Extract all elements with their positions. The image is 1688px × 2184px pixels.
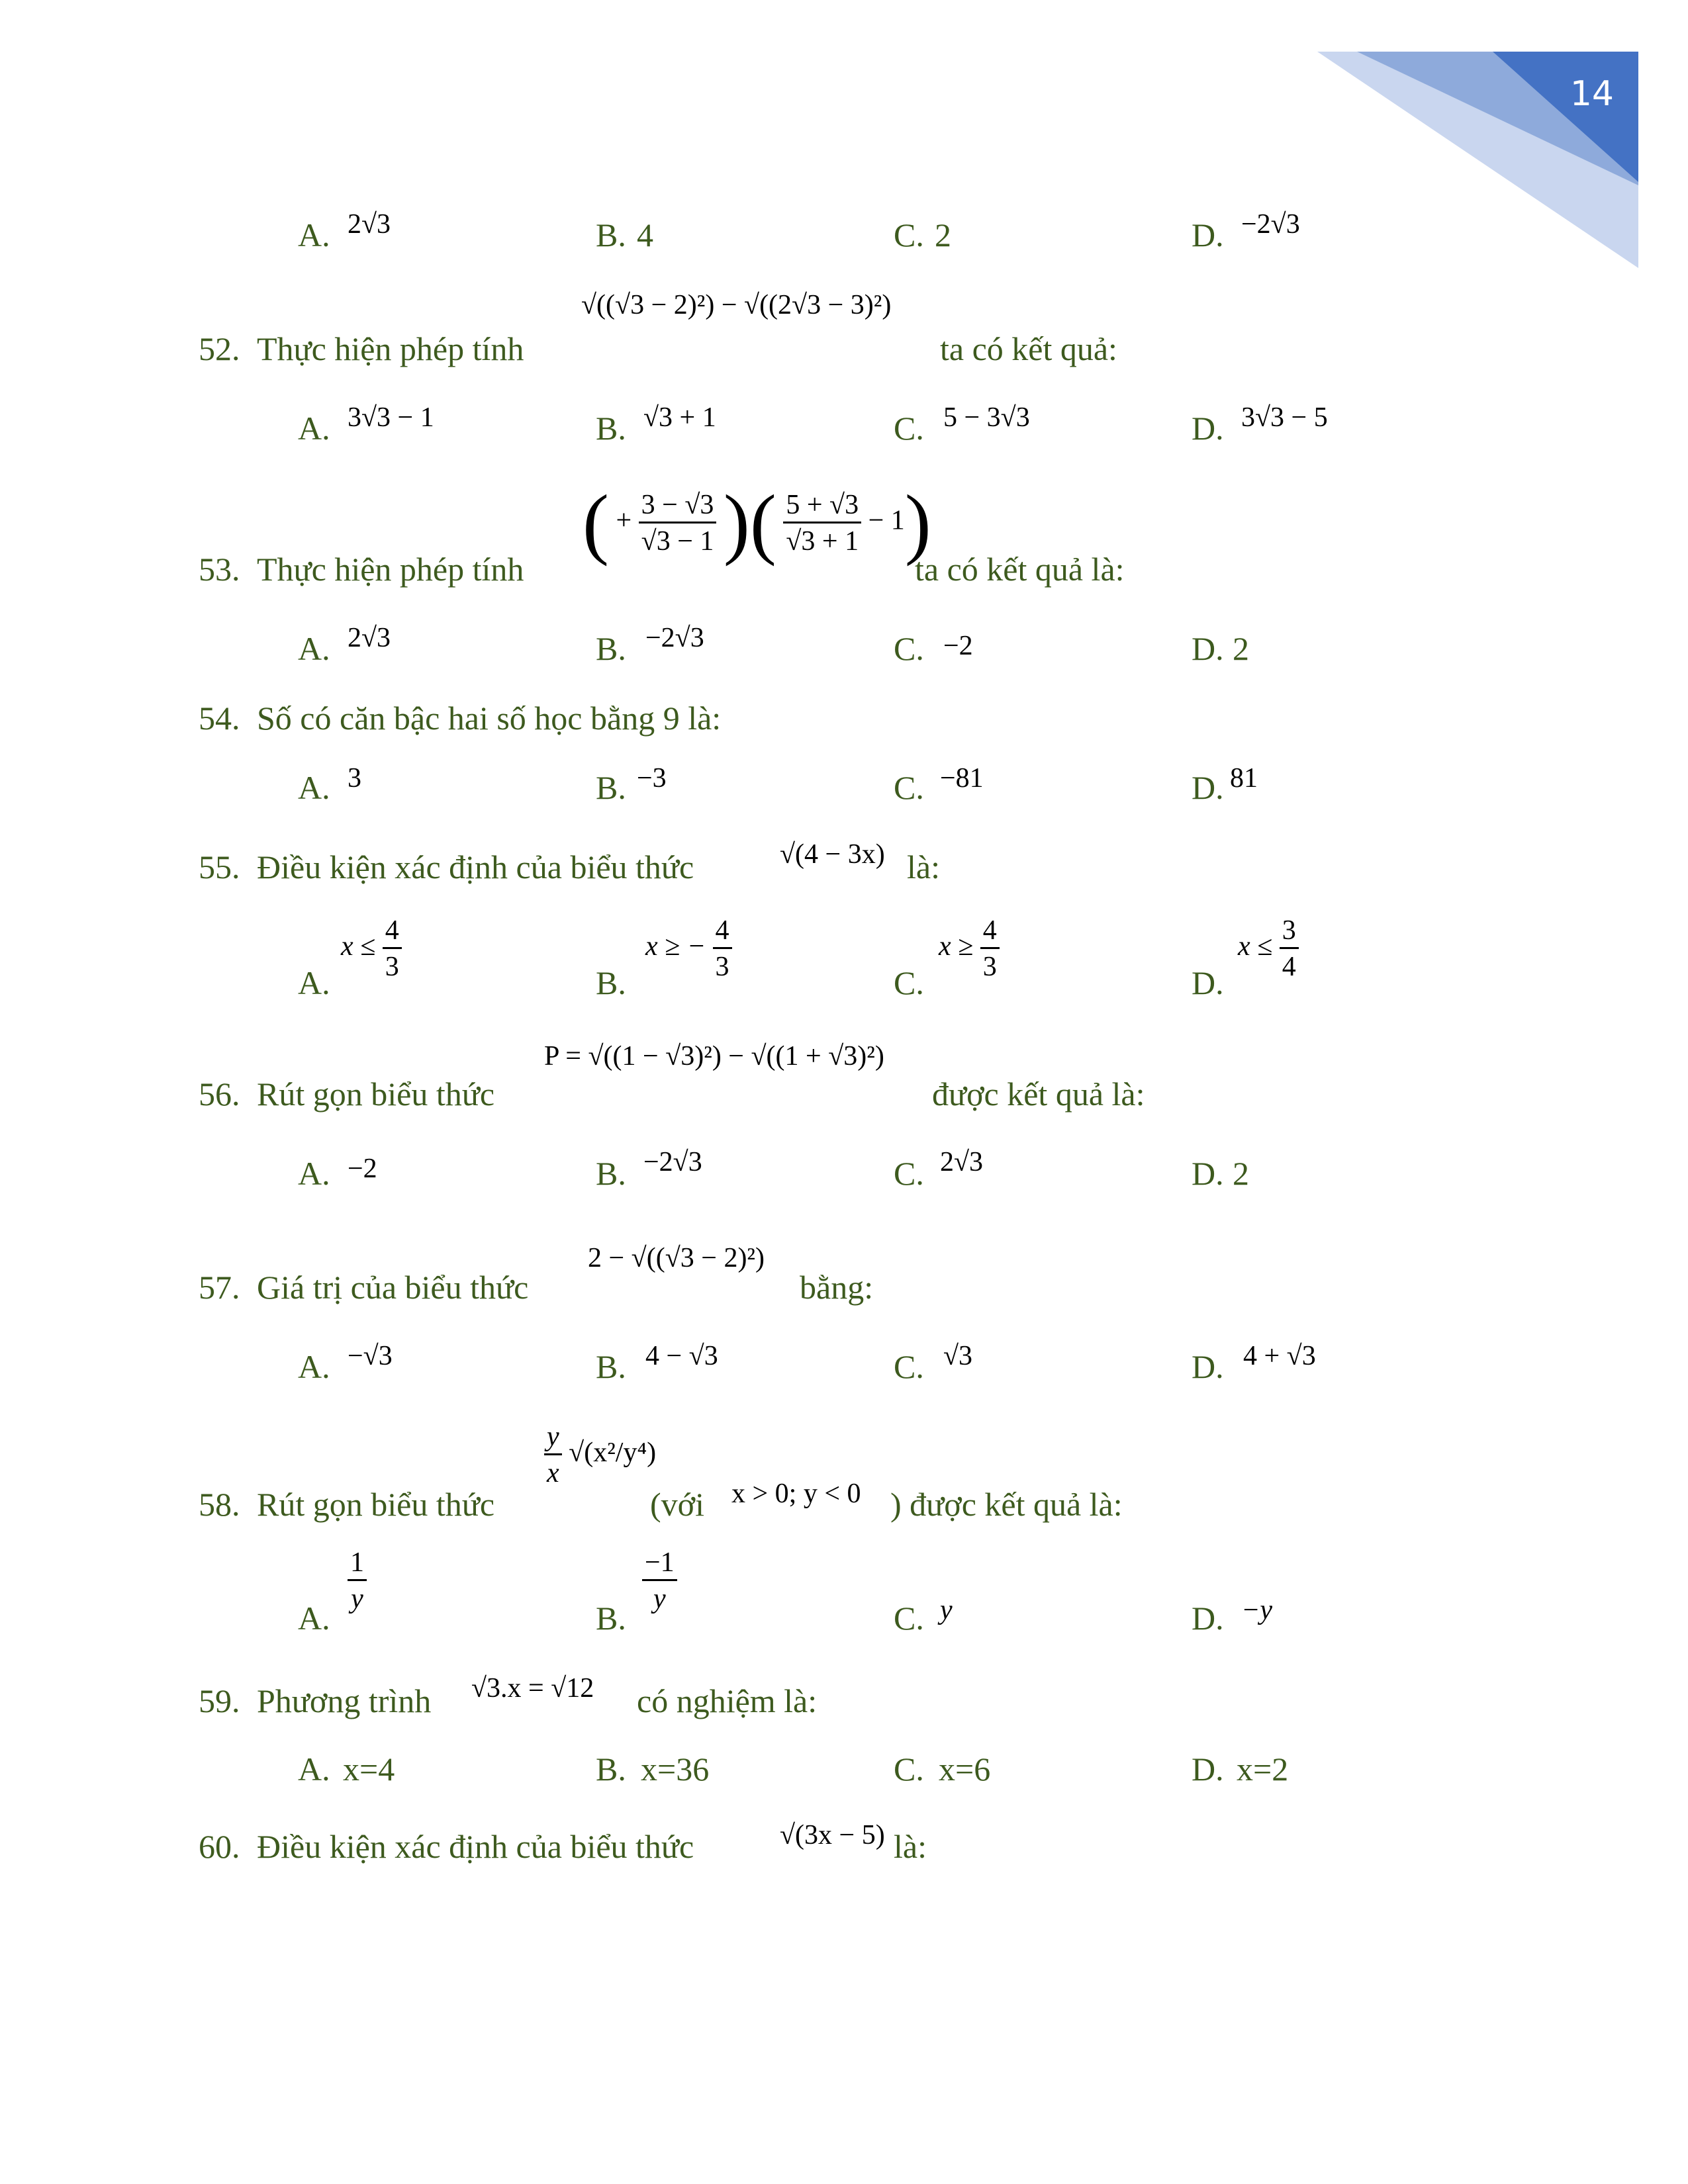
q52-option-a: 3√3 − 1 [348, 402, 434, 433]
q53-fraction-1: $\frac{3 - √3}{√3 - 1}$ [639, 491, 717, 555]
q54-option-d: 81 [1230, 763, 1258, 794]
q55-number: 55. [199, 848, 240, 886]
q58-fraction: $\frac{y}{x}$ [544, 1423, 562, 1487]
q52-option-d: 3√3 − 5 [1241, 402, 1328, 433]
q56-expression: P = √((1 − √3)²) − √((1 + √3)²) [544, 1041, 884, 1071]
q59-expression: √3.x = √12 [471, 1673, 594, 1704]
q53-number: 53. [199, 551, 240, 588]
q55-tail: là: [907, 848, 940, 886]
q57-option-d: 4 + √3 [1243, 1341, 1316, 1371]
q53-option-c: −2 [943, 631, 973, 661]
q58-number: 58. [199, 1486, 240, 1523]
q56-option-c: 2√3 [940, 1147, 984, 1177]
q53-expression: ( + $\frac{3 - √3}{√3 - 1}$ )( $\frac{5 + √3}{√3 + 1}$ − 1) [583, 478, 931, 567]
q57-tail: bằng: [800, 1269, 874, 1306]
option-label-d: D. [1192, 1348, 1224, 1385]
option-label-d: D. [1192, 1600, 1224, 1637]
option-label-c: C. [894, 1348, 924, 1385]
q59-option-d: x=2 [1237, 1751, 1289, 1788]
q51-option-b: 4 [637, 216, 653, 253]
q56-option-a: −2 [348, 1154, 377, 1184]
option-label-b: B. [596, 630, 626, 667]
q57-option-c: √3 [943, 1341, 973, 1371]
q55-option-a: x ≤ $\frac{4}{3}$ [341, 917, 402, 981]
option-label-c: C. [894, 964, 924, 1001]
q52-number: 52. [199, 330, 240, 367]
q58-option-c: y [940, 1595, 953, 1625]
corner-decoration [0, 0, 1688, 278]
q51-option-d: −2√3 [1241, 209, 1300, 240]
option-label-b: B. [596, 410, 626, 447]
option-label-a: A. [298, 1751, 330, 1788]
option-label-d: D. [1192, 1155, 1224, 1192]
q56-option-b: −2√3 [643, 1147, 702, 1177]
q59-tail: có nghiệm là: [637, 1682, 818, 1719]
option-label-c: C. [894, 769, 924, 806]
option-label-c: C. [894, 1155, 924, 1192]
q56-text: Rút gọn biểu thức [257, 1075, 495, 1113]
q52-tail: ta có kết quả: [940, 330, 1117, 367]
q56-option-d: 2 [1233, 1155, 1249, 1192]
q58-option-a: $\frac{1}{y}$ [348, 1549, 367, 1613]
q51-option-c: 2 [935, 216, 951, 253]
q55-expression: √(4 − 3x) [780, 839, 885, 870]
option-label-b: B. [596, 1155, 626, 1192]
q53-option-d: 2 [1233, 630, 1249, 667]
q59-option-b: x=36 [641, 1751, 710, 1788]
q53-text: Thực hiện phép tính [257, 551, 524, 588]
option-label-b: B. [596, 1600, 626, 1637]
q60-text: Điều kiện xác định của biểu thức [257, 1828, 694, 1865]
q58-tail: ) được kết quả là: [890, 1486, 1123, 1523]
q59-text: Phương trình [257, 1682, 432, 1719]
option-label-c: C. [894, 216, 924, 253]
q60-number: 60. [199, 1828, 240, 1865]
option-label-a: A. [298, 1155, 330, 1192]
option-label-c: C. [894, 630, 924, 667]
q53-fraction-2: $\frac{5 + √3}{√3 + 1}$ [783, 491, 861, 555]
q54-option-c: −81 [940, 763, 984, 794]
option-label-b: B. [596, 1751, 626, 1788]
option-label-d: D. [1192, 1751, 1224, 1788]
q52-text: Thực hiện phép tính [257, 330, 524, 367]
q55-option-d: x ≤ $\frac{3}{4}$ [1238, 917, 1299, 981]
q58-text: Rút gọn biểu thức [257, 1486, 495, 1523]
q57-number: 57. [199, 1269, 240, 1306]
q52-option-c: 5 − 3√3 [943, 402, 1030, 433]
q58-expression: $\frac{y}{x}$ √(x²/y⁴) [544, 1423, 656, 1487]
q59-number: 59. [199, 1682, 240, 1719]
option-label-d: D. [1192, 630, 1224, 667]
q53-option-a: 2√3 [348, 623, 391, 653]
option-label-a: A. [298, 216, 330, 253]
q53-option-b: −2√3 [645, 623, 704, 653]
q56-tail: được kết quả là: [932, 1075, 1145, 1113]
q57-text: Giá trị của biểu thức [257, 1269, 529, 1306]
option-label-c: C. [894, 410, 924, 447]
q58-mid: (với [650, 1486, 704, 1523]
option-label-d: D. [1192, 964, 1224, 1001]
q55-text: Điều kiện xác định của biểu thức [257, 848, 694, 886]
q54-option-b: −3 [637, 763, 667, 794]
q52-option-b: √3 + 1 [643, 402, 716, 433]
option-label-c: C. [894, 1600, 924, 1637]
option-label-c: C. [894, 1751, 924, 1788]
q52-expression: √((√3 − 2)²) − √((2√3 − 3)²) [581, 290, 892, 320]
q58-condition: x > 0; y < 0 [731, 1479, 861, 1509]
option-label-b: B. [596, 964, 626, 1001]
option-label-b: B. [596, 1348, 626, 1385]
option-label-a: A. [298, 1348, 330, 1385]
option-label-b: B. [596, 216, 626, 253]
q57-expression: 2 − √((√3 − 2)²) [588, 1243, 765, 1273]
option-label-a: A. [298, 1600, 330, 1637]
option-label-d: D. [1192, 410, 1224, 447]
q54-option-a: 3 [348, 763, 361, 794]
q58-option-d: −y [1241, 1595, 1272, 1625]
q57-option-b: 4 − √3 [645, 1341, 718, 1371]
q55-option-b: x ≥ − $\frac{4}{3}$ [645, 917, 732, 981]
q60-tail: là: [894, 1828, 927, 1865]
q54-number: 54. [199, 700, 240, 737]
option-label-b: B. [596, 769, 626, 806]
option-label-d: D. [1192, 769, 1224, 806]
q54-text: Số có căn bậc hai số học bằng 9 là: [257, 700, 722, 737]
option-label-a: A. [298, 964, 330, 1001]
option-label-d: D. [1192, 216, 1224, 253]
q57-option-a: −√3 [348, 1341, 393, 1371]
q59-option-c: x=6 [939, 1751, 991, 1788]
page-number: 14 [1570, 74, 1614, 114]
q53-tail: ta có kết quả là: [915, 551, 1125, 588]
q60-expression: √(3x − 5) [780, 1820, 885, 1850]
q55-option-c: x ≥ $\frac{4}{3}$ [939, 917, 1000, 981]
option-label-a: A. [298, 410, 330, 447]
q59-option-a: x=4 [343, 1751, 395, 1788]
option-label-a: A. [298, 630, 330, 667]
q51-option-a: 2√3 [348, 209, 391, 240]
option-label-a: A. [298, 769, 330, 806]
q56-number: 56. [199, 1075, 240, 1113]
q58-option-b: $\frac{-1}{y}$ [642, 1549, 677, 1613]
